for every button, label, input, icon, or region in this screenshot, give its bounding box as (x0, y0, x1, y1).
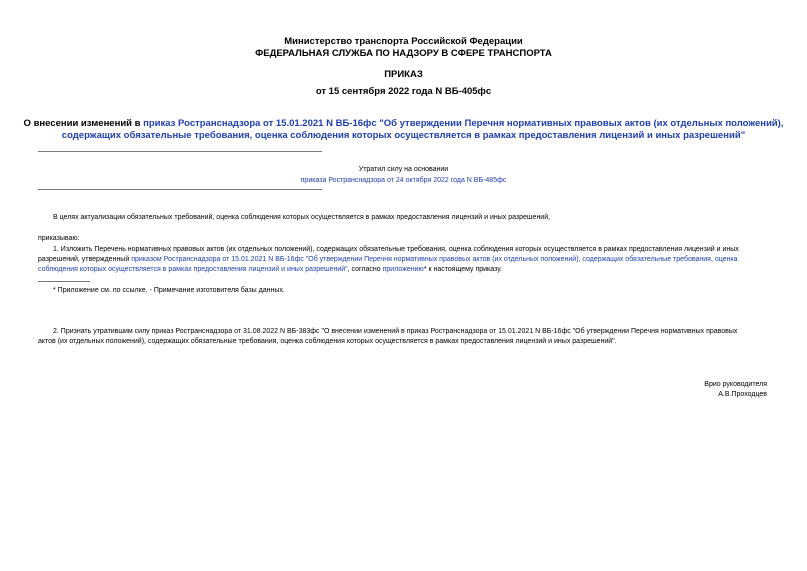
title-line2[interactable]: содержащих обязательные требования, оценка соблюдения которых осуществляется в рамках предоставления лицензий и иных разрешений" (61, 130, 746, 141)
signature-position: Врио руководителя (704, 381, 767, 388)
item1-line3-text: , согласно (347, 266, 383, 273)
order-word: приказываю: (38, 235, 80, 242)
preamble: В целях актуализации обязательных требований, оценка соблюдения которых осуществляется в рамках предоставления лицензий и иных разрешений, (53, 214, 551, 221)
divider-top (38, 151, 322, 152)
item1-line2-text: разрешений, утвержденный (38, 256, 132, 263)
item1-order-link-cont[interactable]: соблюдения которых осуществляется в рамках предоставления лицензий и иных разрешений" (38, 266, 348, 273)
item1-order-link[interactable]: приказом Ространснадзора от 15.01.2021 N ВБ-16фс "Об утверждении Перечня нормативных правовых актов (их отдельных положений), содержащих обязательные требования, оценка (131, 256, 738, 263)
item1-line3 (38, 265, 502, 275)
status-link[interactable]: приказа Ространснадзора от 24 октября 2022 года N ВБ-485фс (300, 177, 507, 184)
item1-line3-end: * к настоящему приказу. (423, 266, 502, 273)
status-text: Утратил силу на основании (358, 166, 449, 173)
title-prefix: О внесении изменений в (23, 118, 144, 129)
ministry-name: Министерство транспорта Российской Федерации (284, 36, 523, 47)
appendix-link[interactable]: приложению (382, 266, 424, 273)
item1-line2 (38, 255, 738, 265)
doc-date-number: от 15 сентября 2022 года N ВБ-405фс (315, 86, 492, 97)
footnote-divider (38, 281, 90, 282)
doc-title (0, 118, 807, 130)
service-name: ФЕДЕРАЛЬНАЯ СЛУЖБА ПО НАДЗОРУ В СФЕРЕ ТРАНСПОРТА (255, 48, 552, 59)
divider-bottom (38, 189, 322, 190)
doc-type: ПРИКАЗ (384, 69, 423, 80)
item2-line2: актов (их отдельных положений), содержащих обязательные требования, оценка соблюдения которых осуществляется в рамках предоставления лицензий и иных разрешений". (38, 338, 617, 345)
item1-line1: 1. Изложить Перечень нормативных правовых актов (их отдельных положений), содержащих обязательные требования, оценка соблюдения которых осуществляется в рамках предоставления лицензий и иных (53, 246, 739, 253)
title-order-link[interactable]: приказ Ространснадзора от 15.01.2021 N ВБ-16фс (143, 118, 377, 129)
signature-name: А.В.Проходцев (718, 391, 767, 398)
item2-line1: 2. Признать утратившим силу приказ Ространснадзора от 31.08.2022 N ВБ-383фс "О внесении изменений в приказ Ространснадзора от 15.01.2021 N ВБ-16фс "Об утверждении Перечня нормативных правовых (53, 328, 738, 335)
footnote: * Приложение см. по ссылке. - Примечание изготовителя базы данных. (53, 287, 285, 294)
title-order-link-name[interactable]: "Об утверждении Перечня нормативных правовых актов (их отдельных положений), (376, 118, 784, 129)
